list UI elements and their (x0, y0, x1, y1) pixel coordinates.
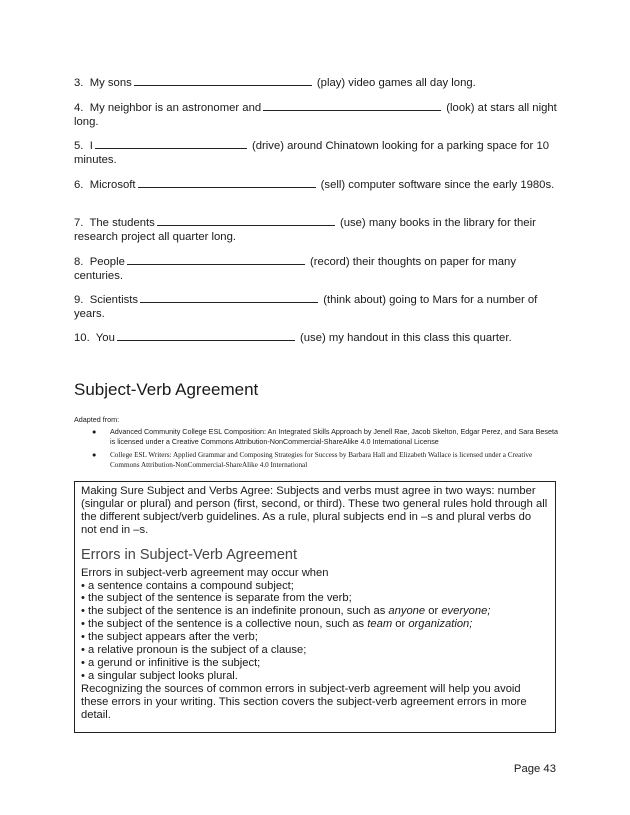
exercise-number: 5. (74, 140, 84, 152)
exercise-text-before: You (95, 332, 115, 344)
answer-blank[interactable] (134, 75, 312, 86)
exercise-text-after: (use) my handout in this class this quarter. (300, 332, 512, 344)
bullet-icon: ● (92, 450, 97, 459)
exercise-number: 3. (74, 77, 84, 89)
answer-blank[interactable] (140, 292, 318, 303)
exercise-text-after: (sell) computer software since the early 1980s. (320, 179, 555, 191)
exercise-number: 7. (74, 217, 84, 229)
exercise-text-before: Scientists (89, 294, 139, 306)
answer-blank[interactable] (138, 177, 316, 188)
exercise-text-after: (record) their thoughts on paper for many centuries. (74, 256, 516, 282)
page-number: Page 43 (513, 763, 556, 775)
citation-item: ● College ESL Writers: Applied Grammar and Composing Strategies for Success by Barbara Hall and Elizabeth Wallace is licensed under a Creative Commons Attribution-NonCommercial-ShareAlike 4.0 International (92, 450, 533, 470)
exercise-text-before: My neighbor is an astronomer and (89, 102, 262, 114)
exercise-item (74, 75, 560, 91)
exercise-item (74, 215, 560, 244)
list-item: • the subject of the sentence is a collective noun, such as team or organization; (81, 618, 473, 631)
exercise-text-before: I (89, 140, 93, 152)
exercise-item (74, 292, 560, 321)
answer-blank[interactable] (127, 254, 305, 265)
list-item: • a relative pronoun is the subject of a clause; (81, 644, 307, 657)
citation-list (92, 427, 560, 473)
exercise-text-before: The students (89, 217, 155, 229)
answer-blank[interactable] (263, 100, 441, 111)
list-item: • the subject of the sentence is separate from the verb; (81, 592, 352, 605)
citation-item: ● Advanced Community College ESL Composition: An Integrated Skills Approach by Jenell Rae, Jacob Skelton, Edgar Perez, and Sara Beseta is licensed under a Creative Commons Attribution-NonCommercial-ShareAlike 4.0 International License (92, 427, 559, 447)
info-box (74, 481, 556, 733)
bullet-icon: ● (92, 427, 97, 436)
section-title: Subject-Verb Agreement (74, 380, 259, 399)
exercise-number: 9. (74, 294, 84, 306)
adapted-from-label: Adapted from: (74, 415, 120, 424)
exercise-item (74, 138, 560, 167)
answer-blank[interactable] (157, 215, 335, 226)
answer-blank[interactable] (95, 138, 247, 149)
exercise-number: 6. (74, 179, 84, 191)
list-item: • the subject appears after the verb; (81, 631, 258, 644)
exercise-item (74, 254, 560, 283)
exercise-text-before: My sons (89, 77, 132, 89)
exercise-text-after: (look) at stars all night long. (74, 102, 557, 128)
exercise-text-before: People (89, 256, 125, 268)
exercise-text-after: (think about) going to Mars for a number of years. (74, 294, 538, 320)
exercise-item (74, 330, 560, 346)
exercise-text-after: (use) many books in the library for their research project all quarter long. (74, 217, 536, 243)
exercise-number: 10. (74, 332, 90, 344)
error-list (81, 580, 549, 683)
exercise-item (74, 100, 560, 129)
exercise-number: 4. (74, 102, 84, 114)
exercise-number: 8. (74, 256, 84, 268)
exercise-item (74, 177, 560, 193)
list-item: • a gerund or infinitive is the subject; (81, 656, 261, 669)
list-item: • a singular subject looks plural. (81, 669, 238, 682)
box-heading: Errors in Subject-Verb Agreement (81, 546, 297, 563)
list-item: • a sentence contains a compound subject; (81, 579, 294, 592)
box-lead: Errors in subject-verb agreement may occur when (81, 566, 329, 579)
list-item: • the subject of the sentence is an indefinite pronoun, such as anyone or everyone; (81, 605, 491, 618)
box-intro: Making Sure Subject and Verbs Agree: Subjects and verbs must agree in two ways: number (singular or plural) and person (first, second, or third). These two general rules hold through all the different subject/verb guidelines. As a rule, plural subjects end in –s and plural verbs do not end in –s. (81, 485, 548, 536)
exercise-text-before: Microsoft (89, 179, 136, 191)
exercise-text-after: (play) video games all day long. (316, 77, 476, 89)
exercise-text-after: (drive) around Chinatown looking for a parking space for 10 minutes. (74, 140, 550, 166)
answer-blank[interactable] (117, 330, 295, 341)
box-closing: Recognizing the sources of common errors in subject-verb agreement will help you avoid these errors in your writing. This section covers the subject-verb agreement errors in more detail. (81, 682, 527, 721)
